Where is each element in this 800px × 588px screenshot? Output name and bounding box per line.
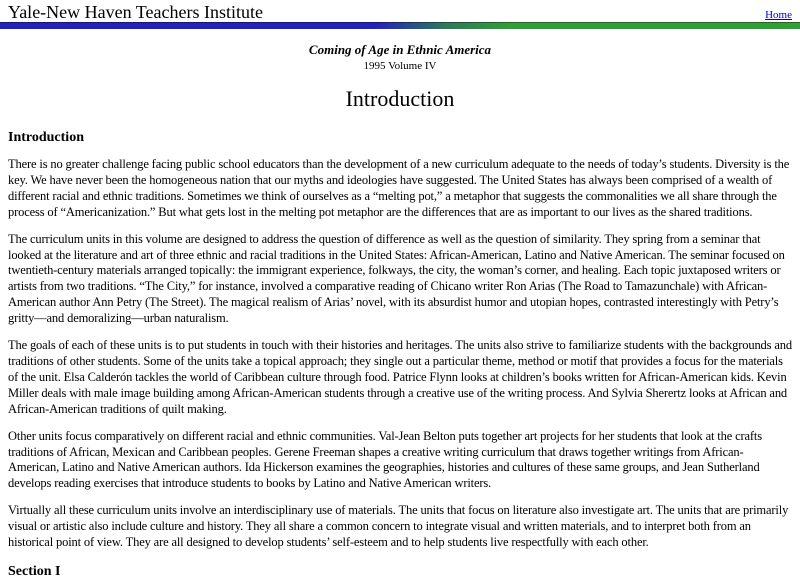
gradient-divider [0,22,800,29]
paragraph-3: The goals of each of these units is to put students in touch with their histories and heritages. The units also strive to familiarize students with the backgrounds and traditions of other students. Some of the units take a topical approach; they single out a particular theme, method or motif that provides a focus for the materials of the unit. Elsa Calderón tackles the world of Caribbean culture through food. Patrice Flynn looks at children’s books written for African-American kids. Kevin Miller deals with male image building among African-American students through a creative use of the writing process. And Sylvia Sherertz looks at African and African-American traditions of quilt making. [8,338,792,416]
home-link[interactable]: Home [765,9,792,21]
paragraph-1: There is no greater challenge facing public school educators than the development of a new curriculum adequate to the needs of today’s students. Diversity is the key. We have never been the homogeneous nation that our myths and ideologies have suggested. The United States has always been comprised of a wealth of different racial and ethnic traditions. Sometimes we think of ourselves as a “melting pot,” a metaphor that suggests the commonalities we all share through the process of “Americanization.” But what gets lost in the melting pot metaphor are the differences that are as important to our lives as the shared traditions. [8,157,790,219]
volume-title: Coming of Age in Ethnic America [308,42,492,57]
site-title: Yale-New Haven Teachers Institute [8,2,263,22]
section-heading-introduction: Introduction [8,130,84,145]
paragraph-4: Other units focus comparatively on different racial and ethnic communities. Val-Jean Belton puts together art projects for her students that look at the crafts traditions of African, Mexican and Caribbean peoples. Gerene Freeman shapes a creative writing curriculum that draws together writings from African-American, Latino and Native American authors. Ida Hickerson examines the geographies, histories and cultures of these same groups, and Jean Sutherland develops reading exercises that introduce students to books by Latino and Native American writers. [8,428,762,491]
paragraph-5: Virtually all these curriculum units involve an interdisciplinary use of materials. The units that focus on literature also investigate art. The units that are primarily visual or artistic also include culture and history. They all share a common concern to integrate visual and written materials, and to interpret both from an historical point of view. They are all designed to develop students’ self-esteem and to help students live respectfully with each other. [8,503,789,550]
masthead [0,0,800,22]
paragraph-2: The curriculum units in this volume are designed to address the question of difference as well as the question of similarity. They spring from a seminar that looked at the literature and art of three ethnic and racial traditions in the United States: African-American, Latino and Native American. The seminar focused on twentieth-century materials arranged topically: the immigrant experience, folkways, the city, the woman’s corner, and healing. Each topic juxtaposed writers or artists from two traditions. “The City,” for instance, involved a comparative reading of Chicano writer Ron Arias (The Road to Tamazunchale) with African- American author Ann Petry (The Street). The magical realism of Arias’ novel, with its absurdist humor and utopian hopes, contrasted interestingly with Petry’s gritty—and demoralizing—urban naturalism. [8,231,785,326]
section-heading-section-i: Section I [8,563,61,579]
volume-subtitle: 1995 Volume IV [363,60,437,72]
page-title: Introduction [345,86,455,111]
